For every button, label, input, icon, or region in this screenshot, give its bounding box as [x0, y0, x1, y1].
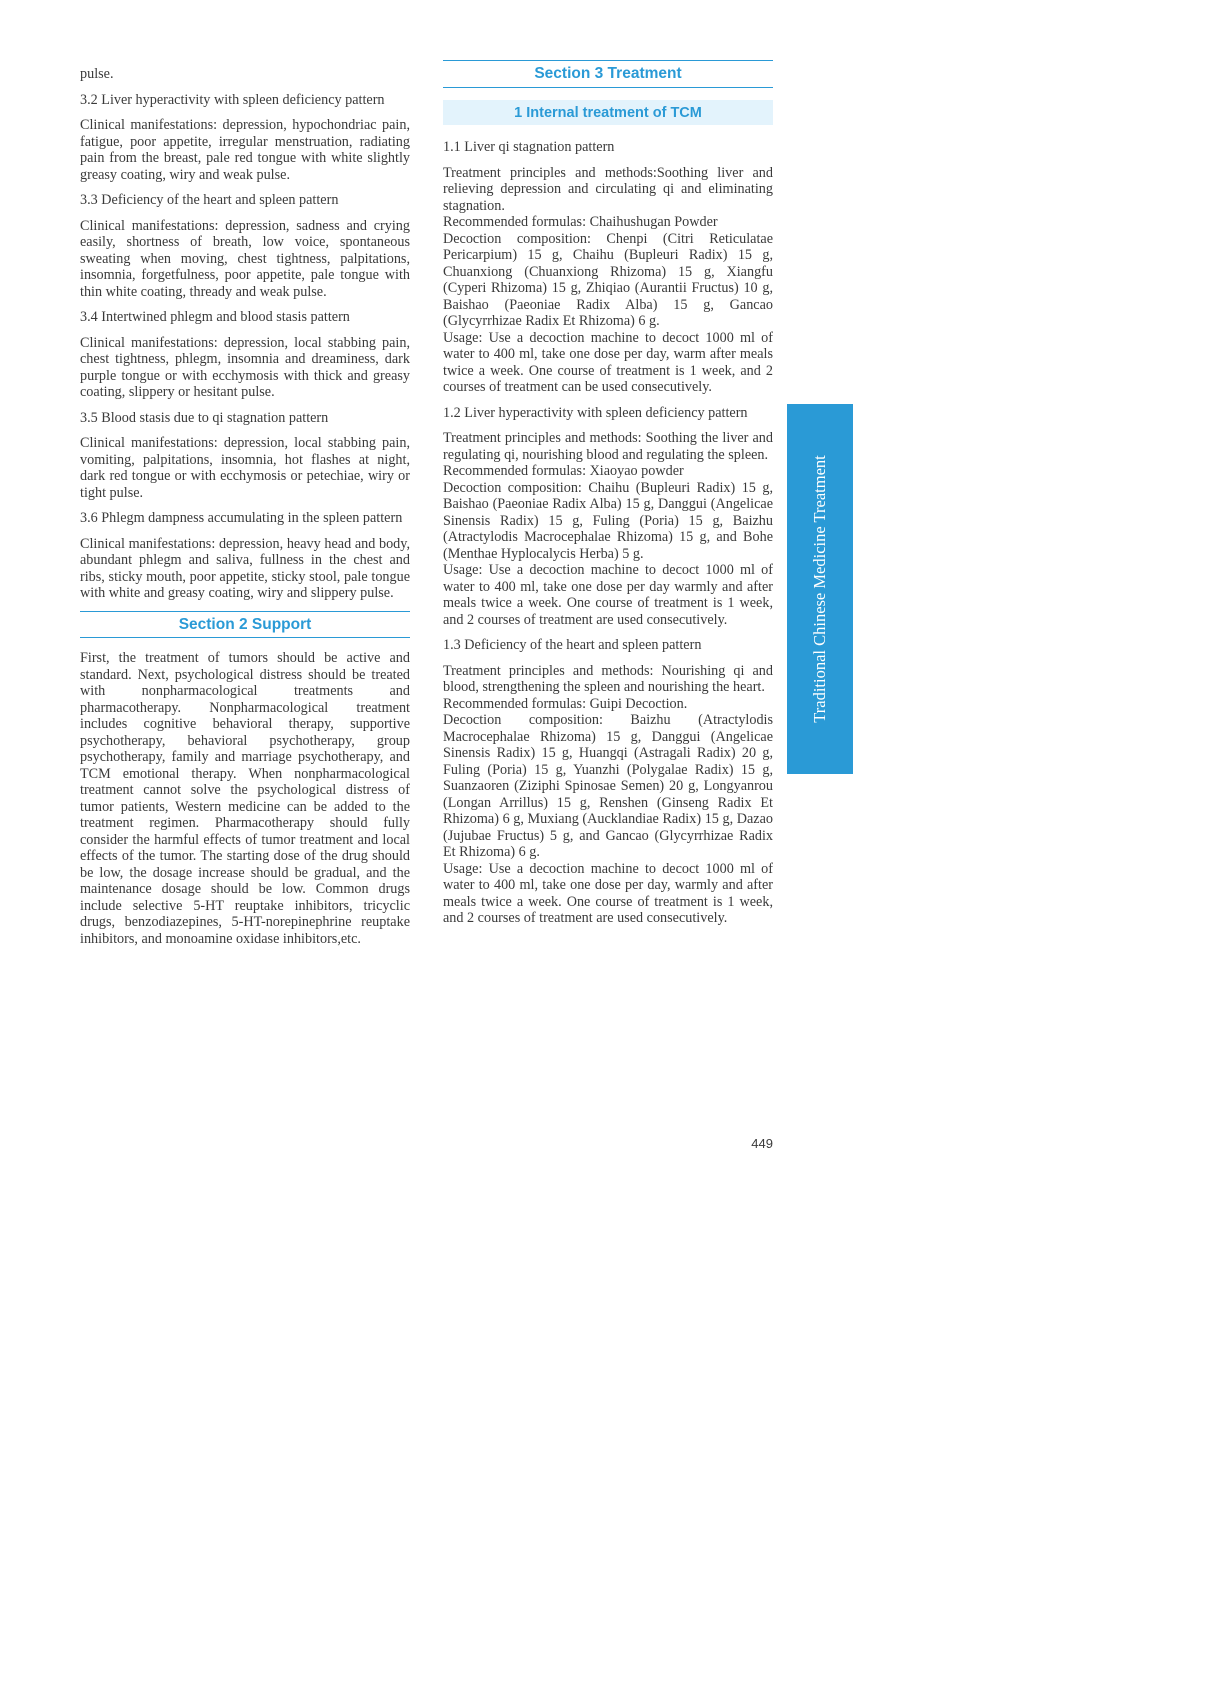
paragraph: Clinical manifestations: depression, hypochondriac pain, fatigue, poor appetite, irregular menstruation, radiating pain from the breast, pale red tongue with white slightly greasy coating, wiry and weak pulse. [80, 117, 410, 183]
subheading-1-3: 1.3 Deficiency of the heart and spleen pattern [443, 637, 702, 653]
subheading-1-2: 1.2 Liver hyperactivity with spleen deficiency pattern [443, 404, 748, 421]
usage: Usage: Use a decoction machine to decoct 1000 ml of water to 400 ml, take one dose per day warmly and after meals twice a week. One course of treatment is 1 week, and 2 courses of treatment are used consecutively. [443, 562, 773, 628]
paragraph: Clinical manifestations: depression, heavy head and body, abundant phlegm and saliva, fullness in the chest and ribs, sticky mouth, poor appetite, sticky stool, pale tongue with white and greasy coating, wiry and slippery pulse. [80, 535, 410, 601]
treatment-principles: Treatment principles and methods: Soothing the liver and regulating qi, nourishing blood and regulating the spleen. [443, 430, 773, 463]
left-column [80, 66, 410, 956]
paragraph: pulse. [80, 66, 114, 82]
right-column [443, 66, 773, 936]
page-number: 449 [751, 1136, 773, 1151]
subheading-3-4: 3.4 Intertwined phlegm and blood stasis pattern [80, 309, 350, 325]
section-2-heading: Section 2 Support [80, 611, 410, 639]
subsection-heading-internal-treatment: 1 Internal treatment of TCM [443, 100, 773, 126]
usage: Usage: Use a decoction machine to decoct 1000 ml of water to 400 ml, take one dose per day, warmly and after meals twice a week. One course of treatment is 1 week, and 2 courses of treatment are used consecutively. [443, 860, 773, 926]
paragraph: First, the treatment of tumors should be active and standard. Next, psychological distress should be treated with nonpharmacological treatments and pharmacotherapy. Nonpharmacological treatment includes cognitive behavioral therapy, supportive psychotherapy, behavioral psychotherapy, group psychotherapy, family and marriage psychotherapy, and TCM emotional therapy. When nonpharmacological treatment cannot solve the psychological distress of tumor patients, Western medicine can be added to the treatment regimen. Pharmacotherapy should fully consider the harmful effects of tumor treatment and local effects of the tumor. The starting dose of the drug should be low, the dosage increase should be gradual, and the maintenance dosage should be low. Common drugs include selective 5-HT reuptake inhibitors, tricyclic drugs, benzodiazepines, 5-HT-norepinephrine reuptake inhibitors, and monoamine oxidase inhibitors,etc. [80, 650, 410, 947]
recommended-formula: Recommended formulas: Guipi Decoction. [443, 695, 688, 712]
recommended-formula: Recommended formulas: Chaihushugan Powder [443, 214, 718, 230]
paragraph: Clinical manifestations: depression, sadness and crying easily, shortness of breath, low voice, spontaneous sweating when moving, chest tightness, palpitations, insomnia, forgetfulness, poor appetite, pale tongue with thin white coating, thready and weak pulse. [80, 217, 410, 300]
treatment-principles: Treatment principles and methods: Nourishing qi and blood, strengthening the spleen and nourishing the heart. [443, 662, 773, 695]
sidebar-label: Traditional Chinese Medicine Treatment [810, 455, 829, 723]
subheading-3-2: 3.2 Liver hyperactivity with spleen deficiency pattern [80, 91, 385, 108]
section-3-heading: Section 3 Treatment [443, 60, 773, 88]
paragraph: Clinical manifestations: depression, local stabbing pain, vomiting, palpitations, insomnia, hot flashes at night, dark red tongue or with ecchymosis or petechiae, wiry or tight pulse. [80, 435, 410, 501]
recommended-formula: Recommended formulas: Xiaoyao powder [443, 463, 684, 479]
usage: Usage: Use a decoction machine to decoct 1000 ml of water to 400 ml, take one dose per day, warm after meals twice a week. One course of treatment is 1 week, and 2 courses of treatment can be used consecutively. [443, 329, 773, 395]
decoction-composition: Decoction composition: Chenpi (Citri Reticulatae Pericarpium) 15 g, Chaihu (Bupleuri Radix) 15 g, Chuanxiong (Chuanxiong Rhizoma) 15 g, Xiangfu (Cyperi Rhizoma) 15 g, Zhiqiao (Aurantii Fructus) 10 g, Baishao (Paeoniae Radix Alba) 15 g, Gancao (Glycyrrhizae Radix Et Rhizoma) 6 g. [443, 230, 773, 329]
paragraph: Clinical manifestations: depression, local stabbing pain, chest tightness, phlegm, insomnia and dreaminess, dark purple tongue or with ecchymosis with thick and greasy coating, slippery or hesitant pulse. [80, 334, 410, 400]
subheading-3-5: 3.5 Blood stasis due to qi stagnation pattern [80, 409, 329, 426]
subheading-3-6: 3.6 Phlegm dampness accumulating in the spleen pattern [80, 510, 403, 526]
subheading-3-3: 3.3 Deficiency of the heart and spleen pattern [80, 192, 339, 208]
decoction-composition: Decoction composition: Baizhu (Atractylodis Macrocephalae Rhizoma) 15 g, Danggui (Angelicae Sinensis Radix) 15 g, Huangqi (Astragali Radix) 20 g, Fuling (Poria) 15 g, Yuanzhi (Polygalae Radix) 15 g, Suanzaoren (Ziziphi Spinosae Semen) 20 g, Longyanrou (Longan Arrillus) 15 g, Renshen (Ginseng Radix Et Rhizoma) 6 g, Muxiang (Aucklandiae Radix) 15 g, Dazao (Jujubae Fructus) 5 g, and Gancao (Glycyrrhizae Radix Et Rhizoma) 6 g. [443, 712, 773, 860]
chapter-sidebar-tab [787, 404, 853, 774]
treatment-principles: Treatment principles and methods:Soothing liver and relieving depression and circulating qi and eliminating stagnation. [443, 164, 773, 214]
subheading-1-1: 1.1 Liver qi stagnation pattern [443, 139, 615, 155]
decoction-composition: Decoction composition: Chaihu (Bupleuri Radix) 15 g, Baishao (Paeoniae Radix Alba) 15 g, Danggui (Angelicae Sinensis Radix) 15 g, Fuling (Poria) 15 g, Baizhu (Atractylodis Macrocephalae Rhizoma) 15 g, and Bohe (Menthae Hyplocalycis Herba) 5 g. [443, 479, 773, 562]
